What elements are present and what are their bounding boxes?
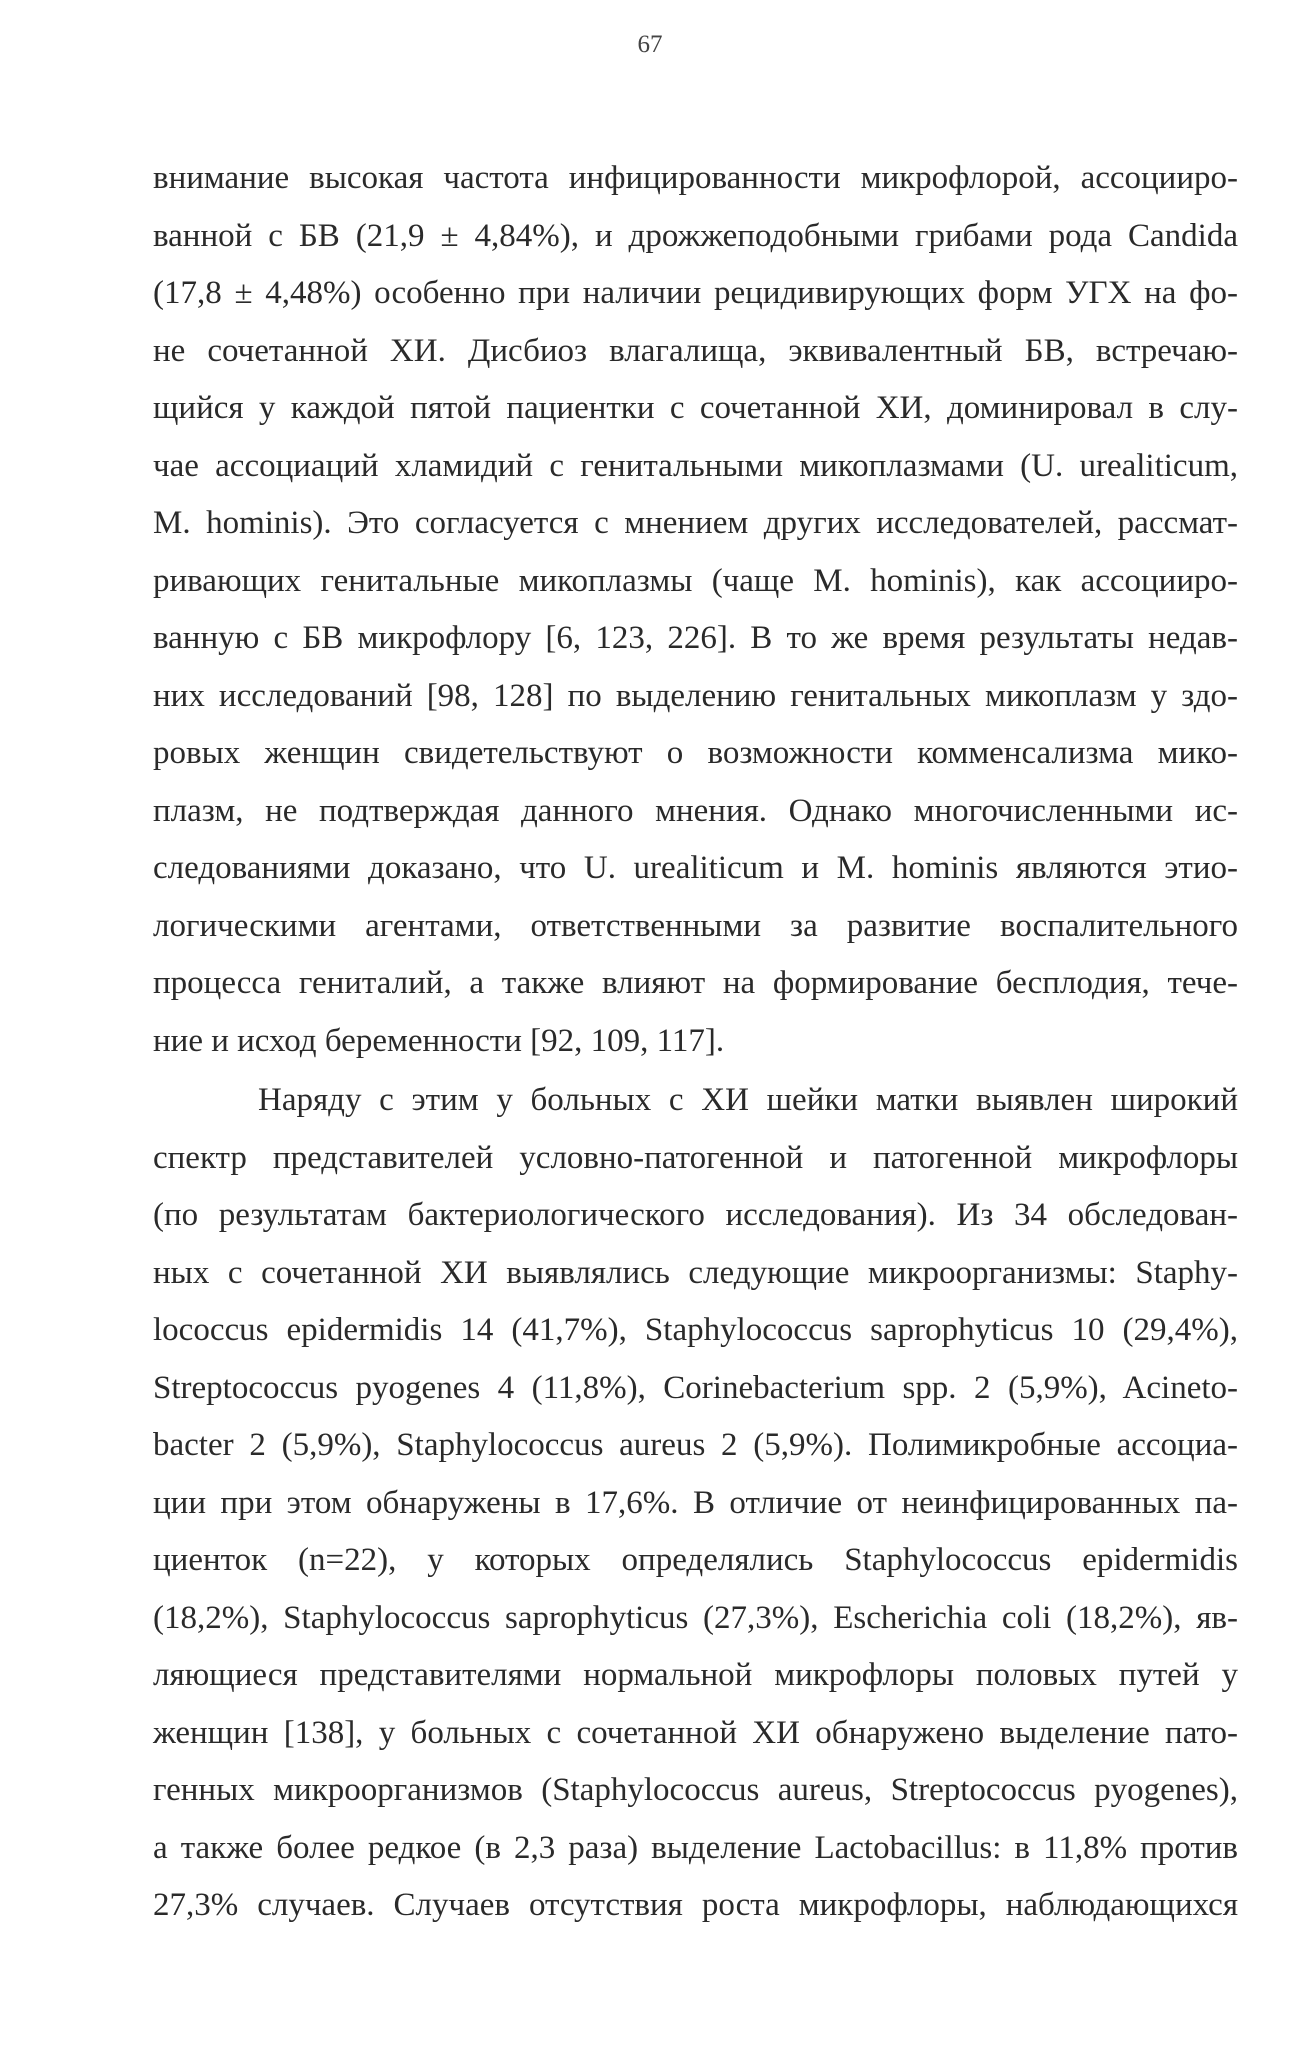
text-line: плазм, не подтверждая данного мнения. Однако многочисленными ис- <box>153 792 1238 829</box>
text-line: а также более редкое (в 2,3 раза) выделение Lactobacillus: в 11,8% против <box>153 1829 1238 1866</box>
text-line: них исследований [98, 128] по выделению генитальных микоплазм у здо- <box>153 677 1238 714</box>
text-line: M. hominis). Это согласуется с мнением других исследователей, рассмат- <box>153 505 1238 541</box>
paragraph-1 <box>153 150 1238 1070</box>
text-line: (18,2%), Staphylococcus saprophyticus (27,3%), Escherichia coli (18,2%), яв- <box>153 1599 1238 1636</box>
text-line: bacter 2 (5,9%), Staphylococcus aureus 2 (5,9%). Полимикробные ассоциа- <box>153 1427 1238 1463</box>
text-line: (17,8 ± 4,48%) особенно при наличии рецидивирующих форм УГХ на фо- <box>153 275 1238 311</box>
text-line: ции при этом обнаружены в 17,6%. В отличие от неинфицированных па- <box>153 1484 1238 1521</box>
text-line: не сочетанной ХИ. Дисбиоз влагалища, эквивалентный БВ, встречаю- <box>153 332 1238 369</box>
text-line: 27,3% случаев. Случаев отсутствия роста микрофлоры, наблюдающихся <box>153 1887 1238 1923</box>
text-line: Streptococcus pyogenes 4 (11,8%), Corinebacterium spp. 2 (5,9%), Acineto- <box>153 1369 1238 1406</box>
text-line: процесса гениталий, а также влияют на формирование бесплодия, тече- <box>153 965 1238 1001</box>
text-line: ных с сочетанной ХИ выявлялись следующие микроорганизмы: Staphy- <box>153 1254 1238 1291</box>
text-line: щийся у каждой пятой пациентки с сочетанной ХИ, доминировал в слу- <box>153 390 1238 426</box>
text-line: логическими агентами, ответственными за развитие воспалительного <box>153 907 1238 944</box>
text-line: ванную с БВ микрофлору [6, 123, 226]. В то же время результаты недав- <box>153 620 1238 656</box>
text-line: ванной с БВ (21,9 ± 4,84%), и дрожжеподобными грибами рода Candida <box>153 217 1238 254</box>
text-line: внимание высокая частота инфицированности микрофлорой, ассоцииро- <box>153 160 1238 196</box>
text-line: lococcus epidermidis 14 (41,7%), Staphylococcus saprophyticus 10 (29,4%), <box>153 1312 1238 1348</box>
text-line: (по результатам бактериологического исследования). Из 34 обследован- <box>153 1197 1238 1233</box>
text-line: ровых женщин свидетельствуют о возможности комменсализма мико- <box>153 735 1238 771</box>
page-number: 67 <box>637 31 663 58</box>
text-line: ривающих генитальные микоплазмы (чаще M. hominis), как ассоцииро- <box>153 562 1238 599</box>
text-line: ляющиеся представителями нормальной микрофлоры половых путей у <box>153 1657 1238 1693</box>
text-line: Наряду с этим у больных с ХИ шейки матки выявлен широкий <box>258 1082 1238 1118</box>
text-line: следованиями доказано, что U. urealiticum и M. hominis являются этио- <box>153 850 1238 886</box>
text-line: чае ассоциаций хламидий с генитальными микоплазмами (U. urealiticum, <box>153 447 1238 484</box>
page-body <box>153 150 1238 1935</box>
paragraph-2 <box>153 1072 1238 1935</box>
text-line: циенток (n=22), у которых определялись Staphylococcus epidermidis <box>153 1542 1238 1578</box>
text-line: генных микроорганизмов (Staphylococcus aureus, Streptococcus pyogenes), <box>153 1772 1238 1808</box>
text-line: ние и исход беременности [92, 109, 117]. <box>153 1022 725 1059</box>
text-line: спектр представителей условно-патогенной и патогенной микрофлоры <box>153 1139 1238 1176</box>
text-line: женщин [138], у больных с сочетанной ХИ обнаружено выделение пато- <box>153 1714 1238 1751</box>
